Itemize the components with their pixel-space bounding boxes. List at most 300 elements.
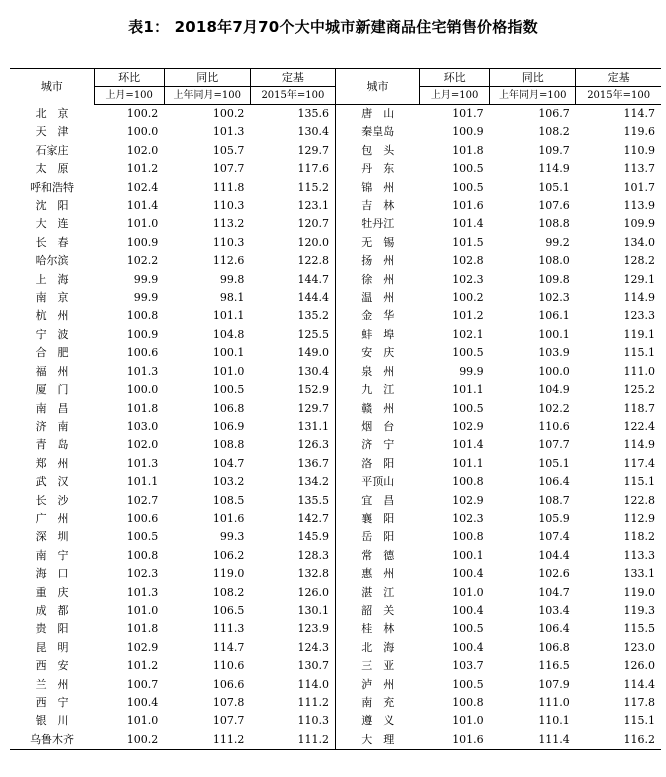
city-name: 扬 州 bbox=[335, 252, 419, 270]
base-value: 124.3 bbox=[297, 640, 329, 654]
yoy-value: 114.7 bbox=[212, 640, 245, 654]
base-value: 122.8 bbox=[623, 493, 655, 507]
mom-value: 101.3 bbox=[126, 585, 159, 599]
base-value: 122.8 bbox=[297, 254, 329, 268]
base-value: 135.6 bbox=[297, 107, 329, 120]
base-value: 122.4 bbox=[623, 419, 655, 433]
mom-value: 100.9 bbox=[452, 125, 484, 139]
mom-value: 100.5 bbox=[452, 162, 484, 176]
mom-value: 102.3 bbox=[126, 567, 159, 581]
yoy-value: 110.3 bbox=[212, 235, 245, 249]
city-name: 包 头 bbox=[335, 142, 419, 160]
mom-value: 100.8 bbox=[126, 548, 159, 562]
city-name: 无 锡 bbox=[335, 234, 419, 252]
city-name: 大 理 bbox=[335, 731, 419, 750]
yoy-value: 106.9 bbox=[212, 419, 245, 433]
mom-value: 103.7 bbox=[452, 659, 484, 673]
base-value: 117.4 bbox=[623, 456, 655, 470]
city-name: 哈尔滨 bbox=[35, 254, 69, 268]
base-value: 126.0 bbox=[297, 585, 329, 599]
mom-header-left: 环比 bbox=[94, 69, 164, 87]
base-value: 130.1 bbox=[297, 603, 329, 617]
yoy-value: 109.7 bbox=[538, 143, 570, 157]
mom-value: 100.4 bbox=[452, 603, 484, 617]
mom-value: 99.9 bbox=[133, 272, 159, 286]
base-value: 118.2 bbox=[623, 530, 655, 544]
city-name: 昆 明 bbox=[35, 640, 69, 654]
base-value: 115.1 bbox=[623, 714, 655, 728]
yoy-value: 108.8 bbox=[212, 438, 245, 452]
base-value: 120.0 bbox=[297, 235, 329, 249]
table-row bbox=[10, 289, 661, 307]
city-name: 武 汉 bbox=[35, 475, 69, 489]
yoy-value: 108.5 bbox=[212, 493, 245, 507]
yoy-value: 112.6 bbox=[212, 254, 245, 268]
yoy-value: 107.7 bbox=[212, 714, 245, 728]
mom-value: 101.2 bbox=[452, 309, 484, 323]
mom-sub-right: 上月=100 bbox=[420, 87, 490, 105]
city-name: 呼和浩特 bbox=[30, 180, 75, 194]
yoy-value: 99.3 bbox=[219, 530, 245, 544]
yoy-value: 106.1 bbox=[538, 309, 570, 323]
mom-value: 101.0 bbox=[452, 585, 484, 599]
yoy-sub-left: 上年同月=100 bbox=[164, 87, 250, 105]
base-value: 128.2 bbox=[623, 254, 655, 268]
base-value: 109.9 bbox=[623, 217, 655, 231]
yoy-sub-right: 上年同月=100 bbox=[490, 87, 576, 105]
table-row bbox=[10, 197, 661, 215]
base-value: 110.3 bbox=[297, 714, 329, 728]
mom-value: 101.1 bbox=[452, 383, 484, 397]
city-name: 桂 林 bbox=[335, 620, 419, 638]
yoy-value: 108.0 bbox=[538, 254, 570, 268]
city-name: 徐 州 bbox=[335, 271, 419, 289]
mom-value: 101.3 bbox=[126, 364, 159, 378]
mom-value: 100.9 bbox=[126, 235, 159, 249]
yoy-value: 107.7 bbox=[538, 438, 570, 452]
yoy-header-left: 同比 bbox=[164, 69, 250, 87]
price-index-table bbox=[10, 68, 661, 750]
mom-value: 100.2 bbox=[94, 731, 164, 750]
yoy-value: 116.5 bbox=[538, 659, 570, 673]
table-title: 表1： 2018年7月70个大中城市新建商品住宅销售价格指数 bbox=[128, 18, 538, 36]
mom-value: 102.9 bbox=[452, 493, 484, 507]
table-row bbox=[10, 639, 661, 657]
city-name: 湛 江 bbox=[335, 584, 419, 602]
yoy-value: 99.8 bbox=[219, 272, 245, 286]
table-row bbox=[10, 215, 661, 233]
mom-value: 101.6 bbox=[452, 199, 484, 213]
yoy-value: 100.2 bbox=[212, 107, 245, 120]
mom-value: 102.9 bbox=[452, 419, 484, 433]
yoy-value: 108.2 bbox=[212, 585, 245, 599]
city-name: 安 庆 bbox=[335, 344, 419, 362]
table-row bbox=[10, 676, 661, 694]
table-row bbox=[10, 400, 661, 418]
base-value: 133.1 bbox=[623, 567, 655, 581]
city-name: 秦皇岛 bbox=[335, 123, 419, 141]
mom-value: 102.2 bbox=[126, 254, 159, 268]
city-name: 合 肥 bbox=[35, 346, 69, 360]
city-name: 泸 州 bbox=[335, 676, 419, 694]
city-name: 杭 州 bbox=[35, 309, 69, 323]
mom-value: 101.0 bbox=[126, 217, 159, 231]
mom-value: 102.4 bbox=[126, 180, 159, 194]
table-row bbox=[10, 307, 661, 325]
table-row bbox=[10, 363, 661, 381]
table-row bbox=[10, 492, 661, 510]
mom-value: 102.3 bbox=[452, 272, 484, 286]
yoy-value: 105.1 bbox=[538, 180, 570, 194]
mom-value: 102.9 bbox=[126, 640, 159, 654]
base-value: 130.4 bbox=[297, 125, 329, 139]
yoy-value: 104.8 bbox=[212, 327, 245, 341]
yoy-value: 108.2 bbox=[538, 125, 570, 139]
base-value: 113.9 bbox=[623, 199, 655, 213]
table-row bbox=[10, 381, 661, 399]
yoy-value: 107.4 bbox=[538, 530, 570, 544]
city-name: 广 州 bbox=[35, 511, 69, 525]
mom-value: 100.6 bbox=[126, 346, 159, 360]
mom-value: 100.4 bbox=[452, 567, 484, 581]
base-value: 119.1 bbox=[623, 327, 655, 341]
base-value: 123.3 bbox=[623, 309, 655, 323]
mom-value: 101.7 bbox=[452, 107, 484, 120]
yoy-value: 108.8 bbox=[538, 217, 570, 231]
table-row bbox=[10, 234, 661, 252]
yoy-value: 102.2 bbox=[538, 401, 570, 415]
mom-value: 100.5 bbox=[452, 180, 484, 194]
yoy-value: 105.7 bbox=[212, 143, 245, 157]
mom-value: 101.0 bbox=[126, 714, 159, 728]
base-value: 123.0 bbox=[623, 640, 655, 654]
yoy-value: 114.9 bbox=[538, 162, 570, 176]
yoy-value: 113.2 bbox=[212, 217, 245, 231]
mom-value: 101.8 bbox=[126, 401, 159, 415]
yoy-value: 107.9 bbox=[538, 677, 570, 691]
mom-value: 100.0 bbox=[126, 383, 159, 397]
city-name: 上 海 bbox=[35, 272, 69, 286]
base-value: 116.2 bbox=[576, 731, 661, 750]
city-name: 长 沙 bbox=[35, 493, 69, 507]
city-name: 深 圳 bbox=[35, 530, 69, 544]
yoy-value: 111.4 bbox=[490, 731, 576, 750]
base-value: 152.9 bbox=[297, 383, 329, 397]
yoy-value: 106.4 bbox=[538, 622, 570, 636]
mom-value: 100.8 bbox=[452, 530, 484, 544]
mom-value: 100.5 bbox=[452, 677, 484, 691]
table-row bbox=[10, 344, 661, 362]
city-name: 郑 州 bbox=[35, 456, 69, 470]
base-value: 115.5 bbox=[623, 622, 655, 636]
table-row bbox=[10, 620, 661, 638]
base-value: 130.4 bbox=[297, 364, 329, 378]
base-value: 115.1 bbox=[623, 475, 655, 489]
base-value: 134.2 bbox=[297, 475, 329, 489]
city-name: 济 宁 bbox=[335, 436, 419, 454]
table-row bbox=[10, 602, 661, 620]
yoy-header-right: 同比 bbox=[490, 69, 576, 87]
city-name: 厦 门 bbox=[35, 383, 69, 397]
table-body bbox=[10, 105, 661, 750]
base-value: 129.7 bbox=[297, 143, 329, 157]
yoy-value: 102.6 bbox=[538, 567, 570, 581]
city-name: 牡丹江 bbox=[335, 215, 419, 233]
city-name: 南 宁 bbox=[35, 548, 69, 562]
table-row bbox=[10, 565, 661, 583]
yoy-value: 104.7 bbox=[538, 585, 570, 599]
table-row bbox=[10, 731, 661, 750]
yoy-value: 110.3 bbox=[212, 199, 245, 213]
base-value: 115.2 bbox=[297, 180, 329, 194]
mom-header-right: 环比 bbox=[420, 69, 490, 87]
table-row bbox=[10, 436, 661, 454]
base-value: 110.9 bbox=[623, 143, 655, 157]
yoy-value: 111.8 bbox=[212, 180, 245, 194]
base-value: 120.7 bbox=[297, 217, 329, 231]
base-value: 114.9 bbox=[623, 438, 655, 452]
mom-value: 100.4 bbox=[126, 696, 159, 709]
city-name: 岳 阳 bbox=[335, 528, 419, 546]
mom-value: 100.6 bbox=[126, 511, 159, 525]
mom-value: 100.1 bbox=[452, 548, 484, 562]
mom-value: 102.7 bbox=[126, 493, 159, 507]
yoy-value: 103.2 bbox=[212, 475, 245, 489]
base-value: 123.1 bbox=[297, 199, 329, 213]
base-value: 114.0 bbox=[297, 677, 329, 691]
table-row bbox=[10, 105, 661, 124]
city-name: 三 亚 bbox=[335, 657, 419, 675]
city-header-right: 城市 bbox=[335, 69, 419, 105]
base-value: 115.1 bbox=[623, 346, 655, 360]
city-name: 平顶山 bbox=[335, 473, 419, 491]
yoy-value: 104.4 bbox=[538, 548, 570, 562]
city-name: 重 庆 bbox=[35, 585, 69, 599]
base-value: 119.6 bbox=[623, 125, 655, 139]
yoy-value: 106.2 bbox=[212, 548, 245, 562]
mom-value: 102.0 bbox=[126, 438, 159, 452]
yoy-value: 111.0 bbox=[538, 696, 570, 709]
base-value: 126.0 bbox=[623, 659, 655, 673]
yoy-value: 106.8 bbox=[212, 401, 245, 415]
mom-value: 99.9 bbox=[133, 291, 159, 305]
mom-value: 101.6 bbox=[420, 731, 490, 750]
base-value: 123.9 bbox=[297, 622, 329, 636]
yoy-value: 103.9 bbox=[538, 346, 570, 360]
city-name: 南 充 bbox=[335, 694, 419, 712]
city-name: 乌鲁木齐 bbox=[10, 731, 94, 750]
base-value: 114.9 bbox=[623, 291, 655, 305]
yoy-value: 103.4 bbox=[538, 603, 570, 617]
city-name: 北 海 bbox=[335, 639, 419, 657]
mom-value: 101.3 bbox=[126, 456, 159, 470]
base-sub-left: 2015年=100 bbox=[250, 87, 335, 105]
city-name: 襄 阳 bbox=[335, 510, 419, 528]
city-name: 沈 阳 bbox=[35, 199, 69, 213]
base-value: 118.7 bbox=[623, 401, 655, 415]
city-name: 西 宁 bbox=[35, 696, 69, 709]
yoy-value: 106.4 bbox=[538, 475, 570, 489]
city-name: 锦 州 bbox=[335, 179, 419, 197]
yoy-value: 105.1 bbox=[538, 456, 570, 470]
yoy-value: 107.7 bbox=[212, 162, 245, 176]
city-name: 天 津 bbox=[35, 125, 69, 139]
base-value: 126.3 bbox=[297, 438, 329, 452]
city-name: 太 原 bbox=[35, 162, 69, 176]
yoy-value: 100.1 bbox=[538, 327, 570, 341]
base-value: 135.5 bbox=[297, 493, 329, 507]
mom-value: 103.0 bbox=[126, 419, 159, 433]
table-row bbox=[10, 271, 661, 289]
city-name: 赣 州 bbox=[335, 400, 419, 418]
base-value: 113.7 bbox=[623, 162, 655, 176]
city-header-left: 城市 bbox=[10, 69, 94, 105]
table-row bbox=[10, 657, 661, 675]
city-name: 石家庄 bbox=[35, 143, 69, 157]
mom-value: 100.2 bbox=[452, 291, 484, 305]
table-row bbox=[10, 179, 661, 197]
mom-value: 100.8 bbox=[126, 309, 159, 323]
base-value: 114.7 bbox=[623, 107, 655, 120]
city-name: 西 安 bbox=[35, 659, 69, 673]
table-row bbox=[10, 123, 661, 141]
mom-value: 100.5 bbox=[452, 622, 484, 636]
base-value: 113.3 bbox=[623, 548, 655, 562]
mom-value: 101.1 bbox=[126, 475, 159, 489]
base-value: 136.7 bbox=[297, 456, 329, 470]
city-name: 南 昌 bbox=[35, 401, 69, 415]
yoy-value: 101.3 bbox=[212, 125, 245, 139]
table-row bbox=[10, 418, 661, 436]
base-value: 149.0 bbox=[297, 346, 329, 360]
city-name: 长 春 bbox=[35, 235, 69, 249]
base-sub-right: 2015年=100 bbox=[576, 87, 661, 105]
base-value: 129.7 bbox=[297, 401, 329, 415]
yoy-value: 101.0 bbox=[212, 364, 245, 378]
yoy-value: 104.7 bbox=[212, 456, 245, 470]
table-row bbox=[10, 473, 661, 491]
city-name: 大 连 bbox=[35, 217, 69, 231]
table-row bbox=[10, 510, 661, 528]
base-value: 130.7 bbox=[297, 659, 329, 673]
base-value: 128.3 bbox=[297, 548, 329, 562]
base-value: 119.3 bbox=[623, 603, 655, 617]
mom-value: 101.0 bbox=[452, 714, 484, 728]
yoy-value: 105.9 bbox=[538, 511, 570, 525]
city-name: 青 岛 bbox=[35, 438, 69, 452]
mom-value: 101.5 bbox=[452, 235, 484, 249]
mom-value: 101.1 bbox=[452, 456, 484, 470]
yoy-value: 106.6 bbox=[212, 677, 245, 691]
yoy-value: 110.1 bbox=[538, 714, 570, 728]
base-value: 117.8 bbox=[623, 696, 655, 709]
city-name: 泉 州 bbox=[335, 363, 419, 381]
yoy-value: 100.5 bbox=[212, 383, 245, 397]
mom-value: 101.8 bbox=[452, 143, 484, 157]
yoy-value: 110.6 bbox=[538, 419, 570, 433]
city-name: 常 德 bbox=[335, 547, 419, 565]
city-name: 海 口 bbox=[35, 567, 69, 581]
base-value: 145.9 bbox=[297, 530, 329, 544]
yoy-value: 106.7 bbox=[538, 107, 570, 120]
base-header-right: 定基 bbox=[576, 69, 661, 87]
yoy-value: 104.9 bbox=[538, 383, 570, 397]
mom-value: 102.3 bbox=[452, 511, 484, 525]
yoy-value: 108.7 bbox=[538, 493, 570, 507]
city-name: 成 都 bbox=[35, 603, 69, 617]
base-value: 125.2 bbox=[623, 383, 655, 397]
mom-value: 100.5 bbox=[452, 401, 484, 415]
base-value: 144.7 bbox=[297, 272, 329, 286]
mom-value: 99.9 bbox=[459, 364, 484, 378]
base-value: 132.8 bbox=[297, 567, 329, 581]
mom-value: 102.8 bbox=[452, 254, 484, 268]
table-row bbox=[10, 455, 661, 473]
mom-value: 100.9 bbox=[126, 327, 159, 341]
base-value: 114.4 bbox=[623, 677, 655, 691]
mom-value: 100.7 bbox=[126, 677, 159, 691]
mom-value: 101.4 bbox=[126, 199, 159, 213]
base-value: 142.7 bbox=[297, 511, 329, 525]
mom-value: 101.4 bbox=[452, 217, 484, 231]
mom-value: 100.2 bbox=[126, 107, 159, 120]
base-value: 119.0 bbox=[623, 585, 655, 599]
mom-value: 102.1 bbox=[452, 327, 484, 341]
city-name: 宁 波 bbox=[35, 327, 69, 341]
base-value: 134.0 bbox=[623, 235, 655, 249]
base-value: 117.6 bbox=[297, 162, 329, 176]
city-name: 韶 关 bbox=[335, 602, 419, 620]
yoy-value: 111.3 bbox=[212, 622, 245, 636]
city-name: 温 州 bbox=[335, 289, 419, 307]
yoy-value: 98.1 bbox=[219, 291, 245, 305]
yoy-value: 111.2 bbox=[164, 731, 250, 750]
base-value: 129.1 bbox=[623, 272, 655, 286]
city-name: 烟 台 bbox=[335, 418, 419, 436]
city-name: 银 川 bbox=[35, 714, 69, 728]
yoy-value: 99.2 bbox=[545, 235, 570, 249]
mom-value: 100.0 bbox=[126, 125, 159, 139]
base-value: 131.1 bbox=[297, 419, 329, 433]
city-name: 宜 昌 bbox=[335, 492, 419, 510]
city-name: 北 京 bbox=[35, 106, 69, 120]
city-name: 唐 山 bbox=[335, 105, 419, 124]
table-row bbox=[10, 142, 661, 160]
city-name: 遵 义 bbox=[335, 712, 419, 730]
base-value: 112.9 bbox=[623, 511, 655, 525]
yoy-value: 106.8 bbox=[538, 640, 570, 654]
mom-value: 101.4 bbox=[452, 438, 484, 452]
city-name: 蚌 埠 bbox=[335, 326, 419, 344]
city-name: 九 江 bbox=[335, 381, 419, 399]
table-row bbox=[10, 694, 661, 712]
yoy-value: 102.3 bbox=[538, 291, 570, 305]
mom-value: 100.8 bbox=[452, 475, 484, 489]
table-row bbox=[10, 547, 661, 565]
yoy-value: 119.0 bbox=[212, 567, 245, 581]
city-name: 贵 阳 bbox=[35, 622, 69, 636]
yoy-value: 101.6 bbox=[212, 511, 245, 525]
mom-value: 100.5 bbox=[452, 346, 484, 360]
mom-value: 100.5 bbox=[126, 530, 159, 544]
city-name: 洛 阳 bbox=[335, 455, 419, 473]
mom-value: 101.2 bbox=[126, 162, 159, 176]
city-name: 金 华 bbox=[335, 307, 419, 325]
city-name: 福 州 bbox=[35, 364, 69, 378]
base-value: 144.4 bbox=[297, 291, 329, 305]
city-name: 吉 林 bbox=[335, 197, 419, 215]
table-row bbox=[10, 712, 661, 730]
